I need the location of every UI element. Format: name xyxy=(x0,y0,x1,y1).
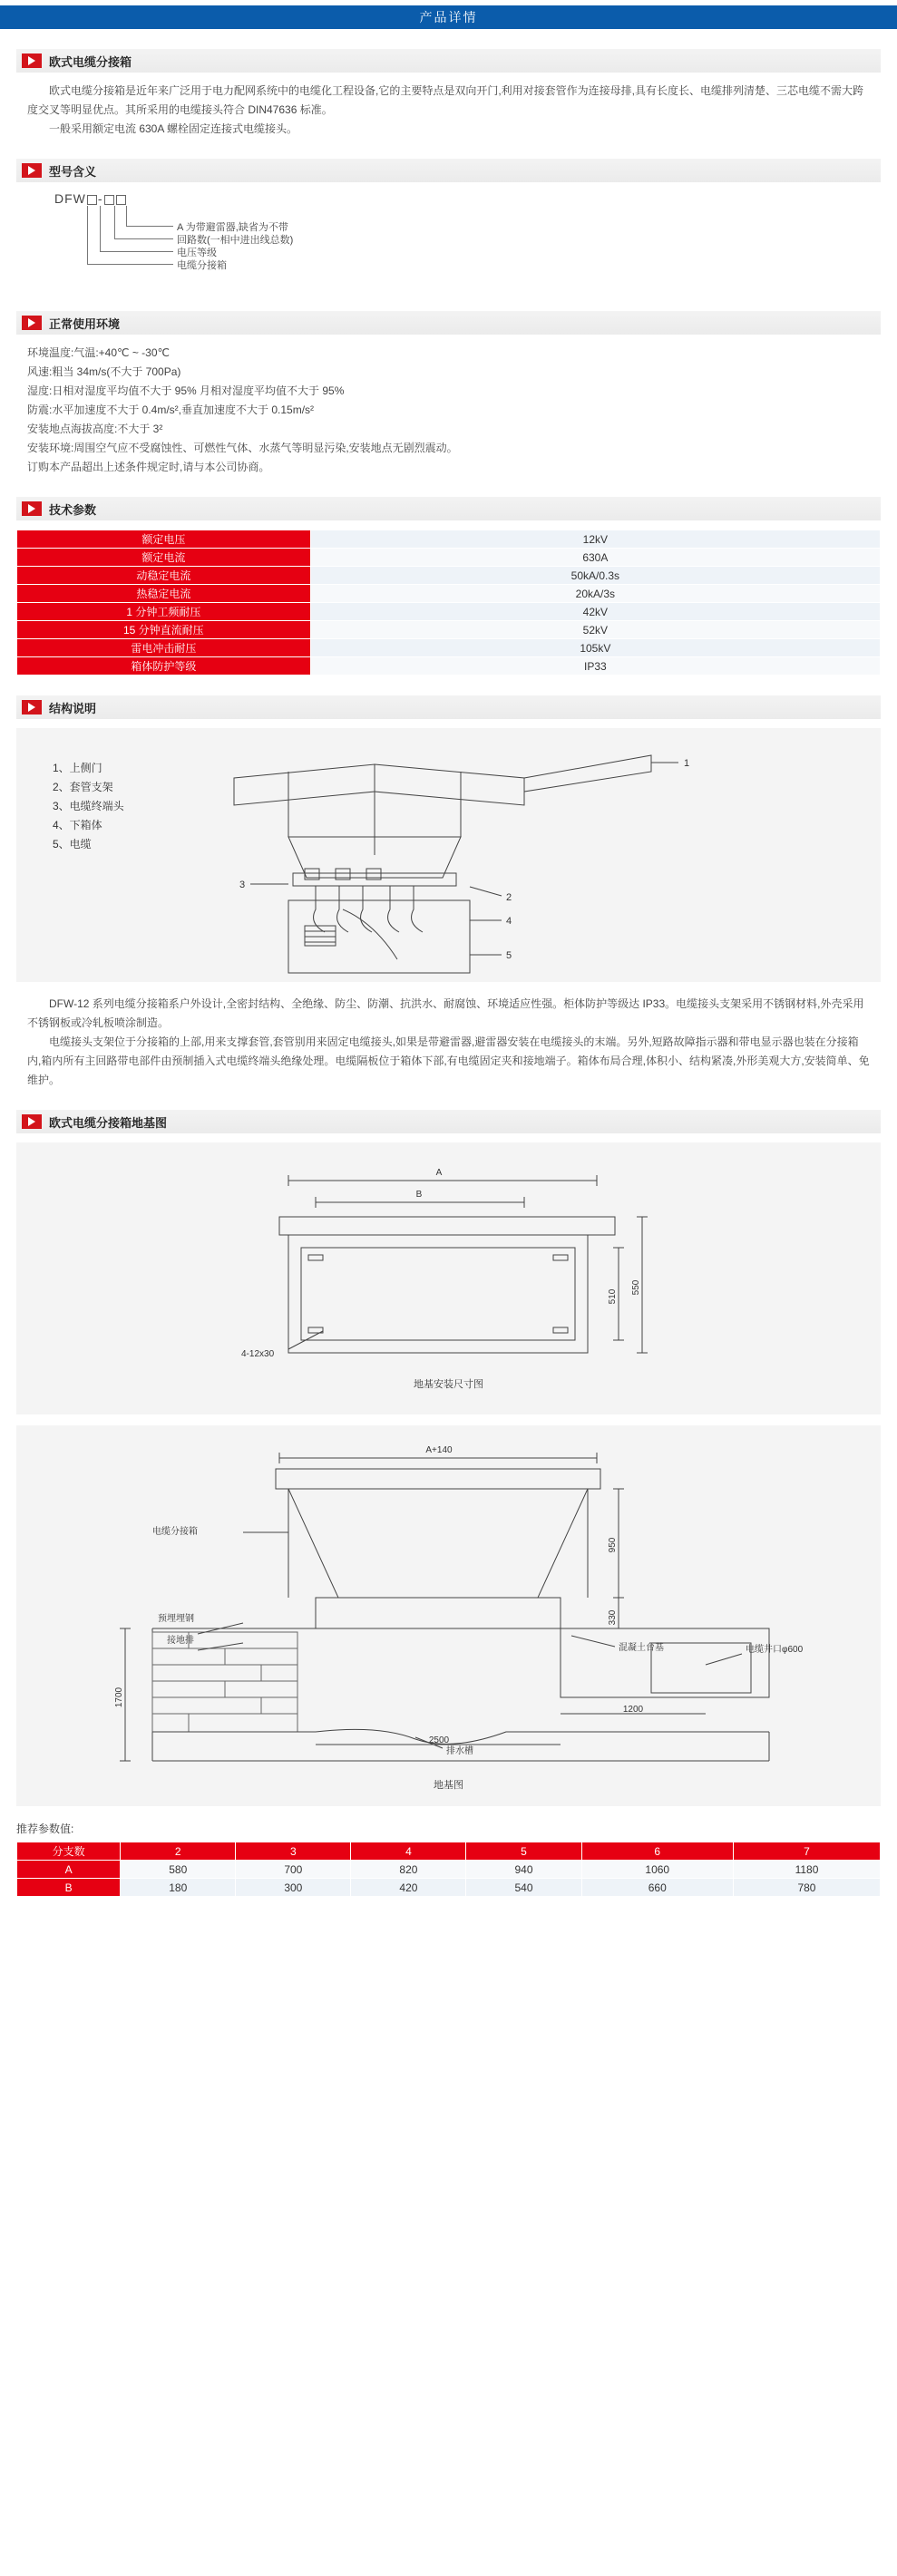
model-label-3: 电压等级 xyxy=(177,248,217,258)
section-title-structure: 结构说明 xyxy=(49,701,97,715)
env-line-3: 湿度:日相对湿度平均值不大于 95% 月相对湿度平均值不大于 95% xyxy=(27,384,345,397)
tech-key-6: 雷电冲击耐压 xyxy=(17,639,311,657)
label-cabinet: 电缆分接箱 xyxy=(152,1527,198,1537)
section-title-foundation: 欧式电缆分接箱地基图 xyxy=(49,1115,168,1130)
section-title-model: 型号含义 xyxy=(49,164,97,179)
tech-key-0: 额定电压 xyxy=(17,530,311,549)
play-flag-icon xyxy=(22,163,42,178)
label-concrete-base: 混凝土台基 xyxy=(619,1643,664,1653)
tech-value-1: 630A xyxy=(310,549,880,567)
table-row xyxy=(17,585,881,603)
rec-header-0: 分支数 xyxy=(17,1842,121,1861)
structure-paragraph-1: DFW-12 系列电缆分接箱系户外设计,全密封结构、全绝缘、防尘、防潮、抗洪水、耐腐蚀、环境适应性强。柜体防护等级达 IP33。电缆接头支架采用不锈钢材料,外壳采用不锈钢板或冷轧板喷涂制造。 xyxy=(27,997,864,1029)
legend-item-1: 1、上侧门 xyxy=(53,762,102,774)
env-lines xyxy=(27,344,870,477)
model-code-row xyxy=(54,191,127,206)
rec-row-1-val-4: 660 xyxy=(581,1879,733,1897)
intro-paragraph-2: 一般采用额定电流 630A 螺栓固定连接式电缆接头。 xyxy=(49,122,298,135)
tech-value-7: IP33 xyxy=(310,657,880,676)
play-flag-icon xyxy=(22,1114,42,1129)
rec-row-1-val-5: 780 xyxy=(733,1879,880,1897)
table-row xyxy=(17,567,881,585)
rec-header-6: 7 xyxy=(733,1842,880,1861)
recommend-title: 推荐参数值: xyxy=(16,1823,74,1835)
svg-text:1: 1 xyxy=(684,758,690,769)
env-line-5: 安装地点海拔高度:不大于 3² xyxy=(27,423,163,435)
section-header-foundation xyxy=(16,1110,881,1133)
label-drain: 排水槽 xyxy=(446,1746,473,1756)
tech-value-3: 20kA/3s xyxy=(310,585,880,603)
model-code-diagram xyxy=(54,191,897,291)
rec-row-0-val-5: 1180 xyxy=(733,1861,880,1879)
env-line-6: 安装环境:周围空气应不受腐蚀性、可燃性气体、水蒸气等明显污染,安装地点无剧烈震动。 xyxy=(27,442,458,454)
legend-item-3: 3、电缆终端头 xyxy=(53,800,124,812)
label-cable-well: 电缆井口φ600 xyxy=(746,1645,804,1655)
dim-A-label: A xyxy=(435,1168,443,1178)
foundation-plan-drawing xyxy=(16,1142,881,1414)
dim-330-label: 330 xyxy=(608,1609,618,1626)
recommend-table xyxy=(16,1842,881,1897)
page-title-banner: 产品详情 xyxy=(0,5,897,29)
dim-510-label: 510 xyxy=(608,1288,618,1305)
rec-row-0-key: A xyxy=(17,1861,121,1879)
intro-paragraph-1: 欧式电缆分接箱是近年来广泛用于电力配网系统中的电缆化工程设备,它的主要特点是双向开门,利用对接套管作为连接母排,具有长度长、电缆排列清楚、三​芯电缆不需大跨度交叉等明显优点。其所采用的电缆接头符合 DIN47636 标准。 xyxy=(27,84,864,116)
structure-paragraph-2: 电缆接头支架位于分接箱的上部,用来支撑套管,套管别用来固定电缆接头,如果是带避雷器,避雷器安装在电缆接头的末端。另外,短路故障指示器和带电显示器也装在分接箱内,箱内所有主回路带电部件由预制插入式电缆终端头绝缘处理。电缆隔板位于箱体下部,有电缆固定夹和接地端子。箱体布局合理,体积小、结构紧凑,外形美观大方,安装简单、免维护。 xyxy=(27,1035,870,1086)
model-label-2: 回路数(一相中进出线总数) xyxy=(177,235,294,246)
play-flag-icon xyxy=(22,316,42,330)
section-title-tech: 技术参数 xyxy=(49,502,97,517)
leader-line-2 xyxy=(114,206,115,238)
table-row xyxy=(17,603,881,621)
dim-B-label: B xyxy=(415,1190,423,1200)
rec-row-1-val-2: 420 xyxy=(351,1879,466,1897)
dim-950-label: 950 xyxy=(608,1537,618,1553)
leader-line-4 xyxy=(87,206,88,264)
env-line-4: 防震:水平加速度不大于 0.4m/s²,垂直加速度不大于 0.15m/s² xyxy=(27,403,315,416)
model-label-1: A 为带避雷器,缺省为不带 xyxy=(177,222,288,233)
rec-row-0-val-3: 940 xyxy=(466,1861,581,1879)
rec-row-0-val-2: 820 xyxy=(351,1861,466,1879)
dim-1200-label: 1200 xyxy=(622,1705,644,1715)
leader-line-4h xyxy=(87,264,173,265)
tech-key-3: 热稳定电流 xyxy=(17,585,311,603)
foundation-section-drawing xyxy=(16,1425,881,1806)
model-code-box-3 xyxy=(116,195,126,205)
rec-row-0-val-4: 1060 xyxy=(581,1861,733,1879)
env-line-1: 环境温度:气温:+40℃ ~ -30℃ xyxy=(27,346,170,359)
legend-item-4: 4、下箱体 xyxy=(53,819,102,831)
table-row xyxy=(17,621,881,639)
rec-header-3: 4 xyxy=(351,1842,466,1861)
table-row xyxy=(17,549,881,567)
section-header-intro xyxy=(16,49,881,73)
rec-header-4: 5 xyxy=(466,1842,581,1861)
drawing1-caption: 地基安装尺寸图 xyxy=(414,1379,483,1390)
table-header-row xyxy=(17,1842,881,1861)
rec-row-1-key: B xyxy=(17,1879,121,1897)
section-title-intro: 欧式电缆分接箱 xyxy=(49,54,132,69)
structure-drawing-svg xyxy=(16,728,881,982)
hole-spec-label: 4-12x30 xyxy=(241,1349,275,1359)
section-header-env xyxy=(16,311,881,335)
tech-key-5: 15 分钟直流耐压 xyxy=(17,621,311,639)
table-row xyxy=(17,1861,881,1879)
section-header-model xyxy=(16,159,881,182)
model-code-box-2 xyxy=(104,195,114,205)
foundation-section-svg xyxy=(16,1425,881,1806)
leader-line-1 xyxy=(126,206,127,226)
dim-A140-label: A+140 xyxy=(425,1445,453,1455)
tech-params-table xyxy=(16,530,881,676)
tech-value-2: 50kA/0.3s xyxy=(310,567,880,585)
model-code-box-1 xyxy=(87,195,97,205)
rec-row-1-val-0: 180 xyxy=(121,1879,236,1897)
tech-key-1: 额定电流 xyxy=(17,549,311,567)
model-code-prefix: DFW xyxy=(54,191,86,206)
tech-value-0: 12kV xyxy=(310,530,880,549)
product-detail-page xyxy=(0,5,897,1897)
leader-line-3 xyxy=(100,206,101,251)
env-line-2: 风速:粗当 34m/s(不大于 700Pa) xyxy=(27,365,181,378)
rec-row-1-val-1: 300 xyxy=(236,1879,351,1897)
leader-line-1h xyxy=(126,226,173,227)
label-embedded-steel: 预埋埋钢 xyxy=(158,1614,194,1624)
dim-550-label: 550 xyxy=(631,1279,641,1296)
structure-paragraphs xyxy=(27,995,870,1090)
rec-header-1: 2 xyxy=(121,1842,236,1861)
svg-text:4: 4 xyxy=(506,916,512,927)
model-code-dash: - xyxy=(97,191,103,206)
play-flag-icon xyxy=(22,53,42,68)
rec-header-2: 3 xyxy=(236,1842,351,1861)
structure-illustration xyxy=(16,728,881,982)
env-line-7: 订购本产品超出上述条件规定时,请与本公司协商。 xyxy=(27,461,270,473)
drawing2-caption: 地基图 xyxy=(434,1780,463,1791)
legend-item-5: 5、电缆 xyxy=(53,838,92,851)
section-header-tech xyxy=(16,497,881,520)
legend-item-2: 2、套管支架 xyxy=(53,781,113,793)
leader-line-2h xyxy=(114,238,173,239)
tech-key-4: 1 分钟工频耐压 xyxy=(17,603,311,621)
dim-1700-label: 1700 xyxy=(114,1687,124,1708)
rec-header-5: 6 xyxy=(581,1842,733,1861)
tech-value-4: 42kV xyxy=(310,603,880,621)
table-row xyxy=(17,530,881,549)
rec-row-0-val-0: 580 xyxy=(121,1861,236,1879)
play-flag-icon xyxy=(22,501,42,516)
tech-value-6: 105kV xyxy=(310,639,880,657)
svg-text:5: 5 xyxy=(506,950,512,961)
table-row xyxy=(17,639,881,657)
leader-line-3h xyxy=(100,251,173,252)
dim-2500-label: 2500 xyxy=(428,1735,450,1745)
model-label-4: 电缆分接箱 xyxy=(177,260,227,271)
foundation-plan-svg xyxy=(16,1142,881,1414)
table-row xyxy=(17,1879,881,1897)
svg-text:2: 2 xyxy=(506,892,512,903)
table-row xyxy=(17,657,881,676)
rec-row-0-val-1: 700 xyxy=(236,1861,351,1879)
svg-text:3: 3 xyxy=(239,880,246,890)
play-flag-icon xyxy=(22,700,42,714)
intro-paragraphs xyxy=(27,82,870,139)
tech-value-5: 52kV xyxy=(310,621,880,639)
tech-key-2: 动稳定电流 xyxy=(17,567,311,585)
tech-key-7: 箱体防护等级 xyxy=(17,657,311,676)
rec-row-1-val-3: 540 xyxy=(466,1879,581,1897)
label-ground-bar: 接地排 xyxy=(167,1636,194,1646)
section-title-env: 正常使用环境 xyxy=(49,316,121,331)
section-header-structure xyxy=(16,695,881,719)
